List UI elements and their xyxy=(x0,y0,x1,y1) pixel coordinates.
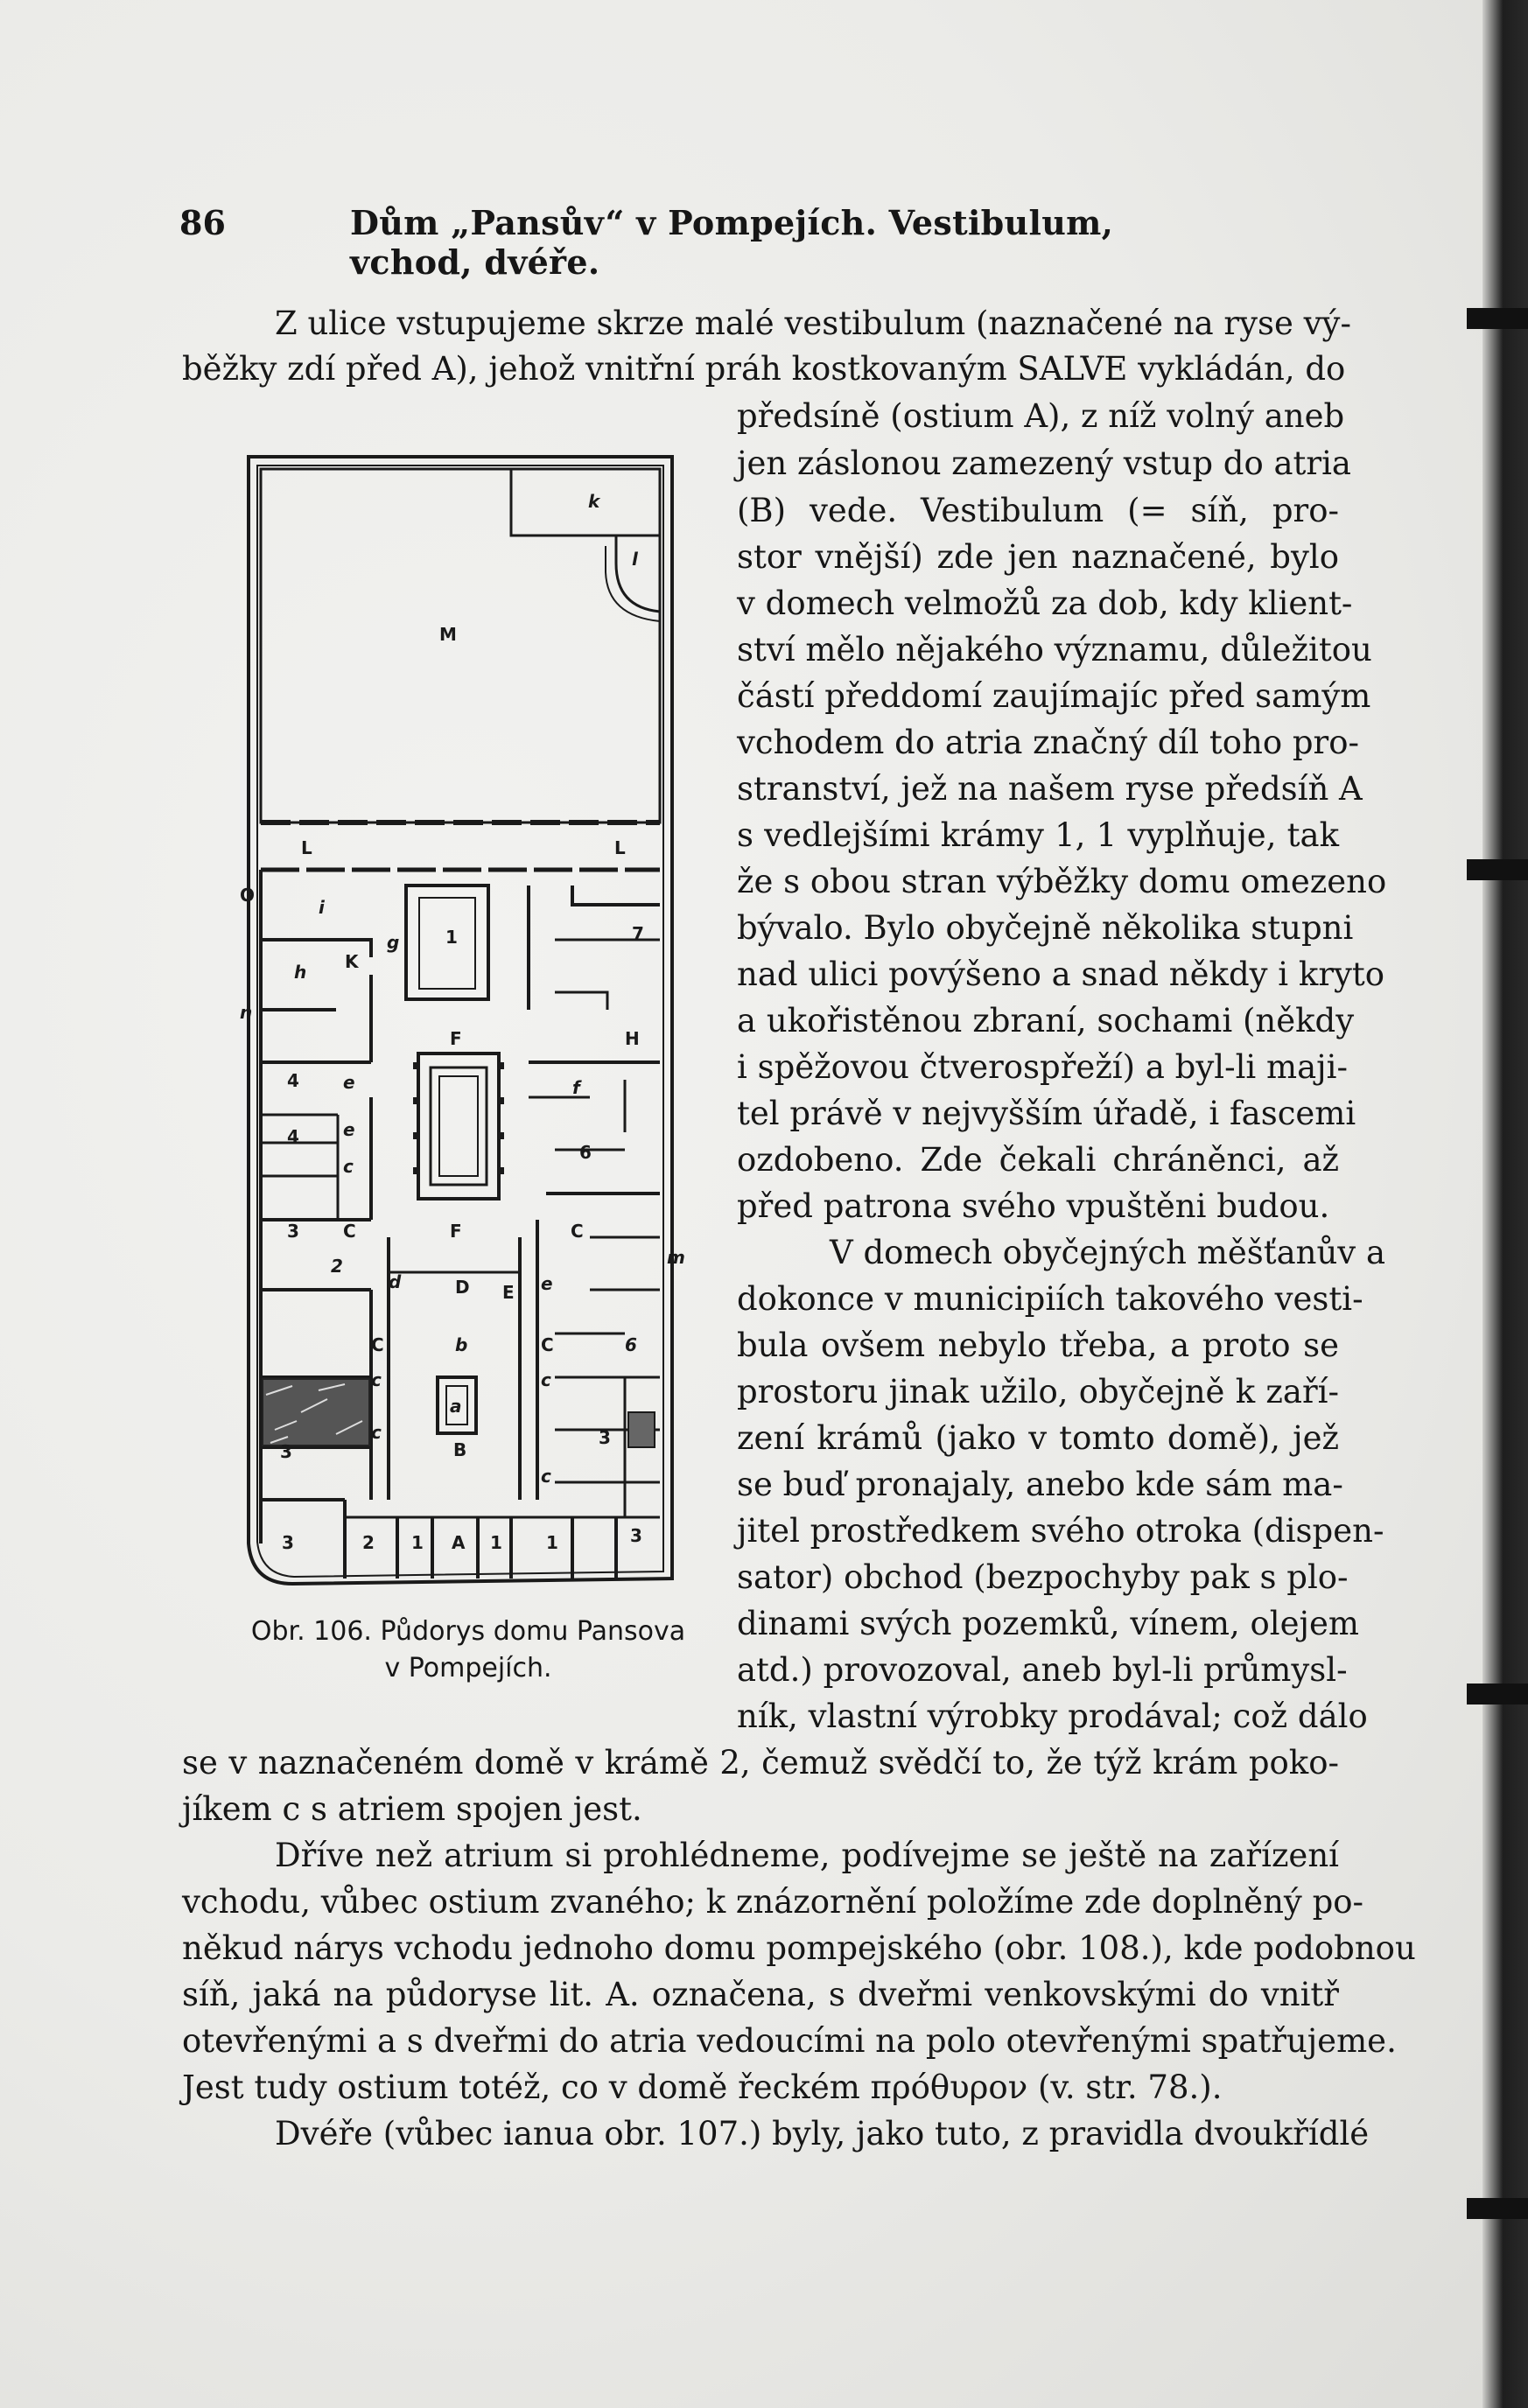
plan-label: O xyxy=(240,885,256,906)
text-line: částí předdomí zaujímajíc před samým xyxy=(737,677,1371,715)
plan-label: 3 xyxy=(630,1525,642,1546)
text-line: dokonce v municipiích takového vesti- xyxy=(737,1280,1363,1318)
plan-label: 1 xyxy=(490,1532,502,1553)
edge-mark xyxy=(1467,1684,1528,1704)
text-line: stor vnější) zde jen naznačené, bylo xyxy=(737,538,1339,576)
text-line: otevřenými a s dveřmi do atria vedoucími na polo otevřenými spatřujeme. xyxy=(182,2022,1397,2060)
caption-line: v Pompejích. xyxy=(384,1653,552,1684)
plan-label: A xyxy=(452,1532,466,1553)
plan-label: 3 xyxy=(280,1441,292,1462)
text-line: v domech velmožů za dob, kdy klient- xyxy=(737,584,1353,622)
text-line: V domech obyčejných měšťanův a xyxy=(830,1234,1386,1271)
plan-label: 1 xyxy=(445,927,458,948)
plan-label: e xyxy=(343,1119,355,1140)
text-line: Jest tudy ostium totéž, co v domě řeckém πρόθυρον (v. str. 78.). xyxy=(182,2068,1223,2106)
plan-label: l xyxy=(632,549,638,570)
plan-label: 6 xyxy=(625,1334,637,1355)
plan-label: M xyxy=(439,624,457,645)
edge-mark xyxy=(1467,859,1528,880)
plan-label: c xyxy=(371,1422,382,1443)
running-title: Dům „Pansův“ v Pompejích. Vestibulum, vchod, dvéře. xyxy=(350,203,1114,282)
text-line: vchodem do atria značný díl toho pro- xyxy=(737,724,1360,761)
plan-label: F xyxy=(450,1028,462,1049)
text-line: se v naznačeném domě v krámě 2, čemuž svědčí to, že týž krám poko- xyxy=(182,1744,1339,1782)
text-line: síň, jaká na půdoryse lit. A. označena, s dveřmi venkovskými do vnitř xyxy=(182,1976,1339,2013)
plan-label: L xyxy=(614,837,626,858)
plan-label: 3 xyxy=(282,1532,294,1553)
plan-label: e xyxy=(343,1072,355,1093)
floor-plan-figure xyxy=(240,450,685,1596)
plan-label: C xyxy=(371,1334,384,1355)
text-line: dinami svých pozemků, vínem, olejem xyxy=(737,1605,1359,1642)
text-line: atd.) provozoval, aneb byl-li průmysl- xyxy=(737,1651,1348,1689)
plan-label: c xyxy=(541,1369,551,1390)
plan-label: 6 xyxy=(579,1142,592,1163)
plan-label: c xyxy=(343,1156,354,1177)
plan-label: 2 xyxy=(362,1532,375,1553)
text-line: zení krámů (jako v tomto domě), jež xyxy=(737,1419,1339,1457)
text-line: sator) obchod (bezpochyby pak s plo- xyxy=(737,1558,1349,1596)
text-line: Z ulice vstupujeme skrze malé vestibulum (naznačené na ryse vý- xyxy=(275,304,1351,342)
running-header xyxy=(179,203,1186,282)
plan-label: g xyxy=(387,932,400,953)
text-line: Dvéře (vůbec ianua obr. 107.) byly, jako tuto, z pravidla dvoukřídlé xyxy=(275,2115,1370,2152)
text-line: před patrona svého vpuštěni budou. xyxy=(737,1187,1330,1225)
text-line: předsíně (ostium A), z níž volný aneb xyxy=(737,397,1345,435)
text-line: bývalo. Bylo obyčejně několika stupni xyxy=(737,909,1354,947)
text-line: Dříve než atrium si prohlédneme, podívejme se ještě na zařízení xyxy=(275,1837,1339,1874)
plan-label: h xyxy=(294,962,307,983)
text-line: jíkem c s atriem spojen jest. xyxy=(182,1790,642,1828)
plan-label: B xyxy=(453,1439,467,1460)
plan-label: f xyxy=(572,1077,580,1098)
text-line: s vedlejšími krámy 1, 1 vyplňuje, tak xyxy=(737,816,1339,854)
plan-label: C xyxy=(541,1334,554,1355)
figure-caption xyxy=(214,1614,722,1687)
text-line: i spěžovou čtverospřeží) a byl-li maji- xyxy=(737,1048,1348,1086)
text-line: bula ovšem nebylo třeba, a proto se xyxy=(737,1326,1339,1364)
text-line: že s obou stran výběžky domu omezeno xyxy=(737,863,1387,900)
plan-label: i xyxy=(319,897,325,918)
plan-label: 4 xyxy=(287,1126,299,1147)
edge-mark xyxy=(1467,308,1528,329)
plan-label: m xyxy=(667,1247,685,1268)
plan-label: a xyxy=(450,1396,462,1417)
text-line: běžky zdí před A), jehož vnitřní práh kostkovaným SALVE vykládán, do xyxy=(182,350,1346,388)
plan-label: 3 xyxy=(599,1427,611,1448)
plan-label: e xyxy=(541,1273,553,1294)
text-line: vchodu, vůbec ostium zvaného; k znázornění položíme zde doplněný po- xyxy=(182,1883,1364,1921)
plan-label: b xyxy=(455,1334,468,1355)
plan-label: E xyxy=(502,1282,515,1303)
plan-label: 4 xyxy=(287,1070,299,1091)
text-line: (B) vede. Vestibulum (= síň, pro- xyxy=(737,492,1339,529)
plan-label: k xyxy=(588,491,600,512)
plan-label: L xyxy=(301,837,312,858)
plan-label: d xyxy=(389,1271,402,1292)
plan-label: F xyxy=(450,1221,462,1242)
page-number: 86 xyxy=(179,203,226,242)
text-line: ství mělo nějakého významu, důležitou xyxy=(737,631,1372,668)
text-line: se buď pronajaly, anebo kde sám ma- xyxy=(737,1466,1343,1503)
plan-label: C xyxy=(571,1221,584,1242)
text-line: tel právě v nejvyšším úřadě, i fascemi xyxy=(737,1095,1356,1132)
text-line: stranství, jež na našem ryse předsíň A xyxy=(737,770,1363,808)
text-line: ozdobeno. Zde čekali chráněnci, až xyxy=(737,1141,1339,1179)
plan-label: 2 xyxy=(331,1256,343,1277)
text-line: prostoru jinak užilo, obyčejně k zaří- xyxy=(737,1373,1339,1410)
text-line: ník, vlastní výrobky prodával; což dálo xyxy=(737,1698,1368,1735)
edge-mark xyxy=(1467,2198,1528,2219)
plan-label: D xyxy=(455,1277,470,1298)
text-line: jitel prostředkem svého otroka (dispen- xyxy=(737,1512,1384,1550)
plan-label: C xyxy=(343,1221,356,1242)
text-line: někud nárys vchodu jednoho domu pompejského (obr. 108.), kde podobnou xyxy=(182,1929,1416,1967)
floor-plan-drawing xyxy=(240,450,685,1596)
plan-label: 7 xyxy=(632,923,644,944)
plan-label: 1 xyxy=(411,1532,424,1553)
text-line: nad ulici povýšeno a snad někdy i kryto xyxy=(737,956,1385,993)
plan-label: n xyxy=(240,1002,253,1023)
plan-label: c xyxy=(541,1466,551,1487)
plan-label: H xyxy=(625,1028,640,1049)
plan-label: 3 xyxy=(287,1221,299,1242)
page-edge-shadow xyxy=(1482,0,1528,2408)
plan-label: 1 xyxy=(546,1532,558,1553)
plan-label: K xyxy=(345,951,359,972)
text-line: jen záslonou zamezený vstup do atria xyxy=(737,444,1351,482)
caption-line: Obr. 106. Půdorys domu Pansova xyxy=(250,1616,686,1647)
text-line: a ukořistěnou zbraní, sochami (někdy xyxy=(737,1002,1355,1040)
plan-label: c xyxy=(371,1369,382,1390)
